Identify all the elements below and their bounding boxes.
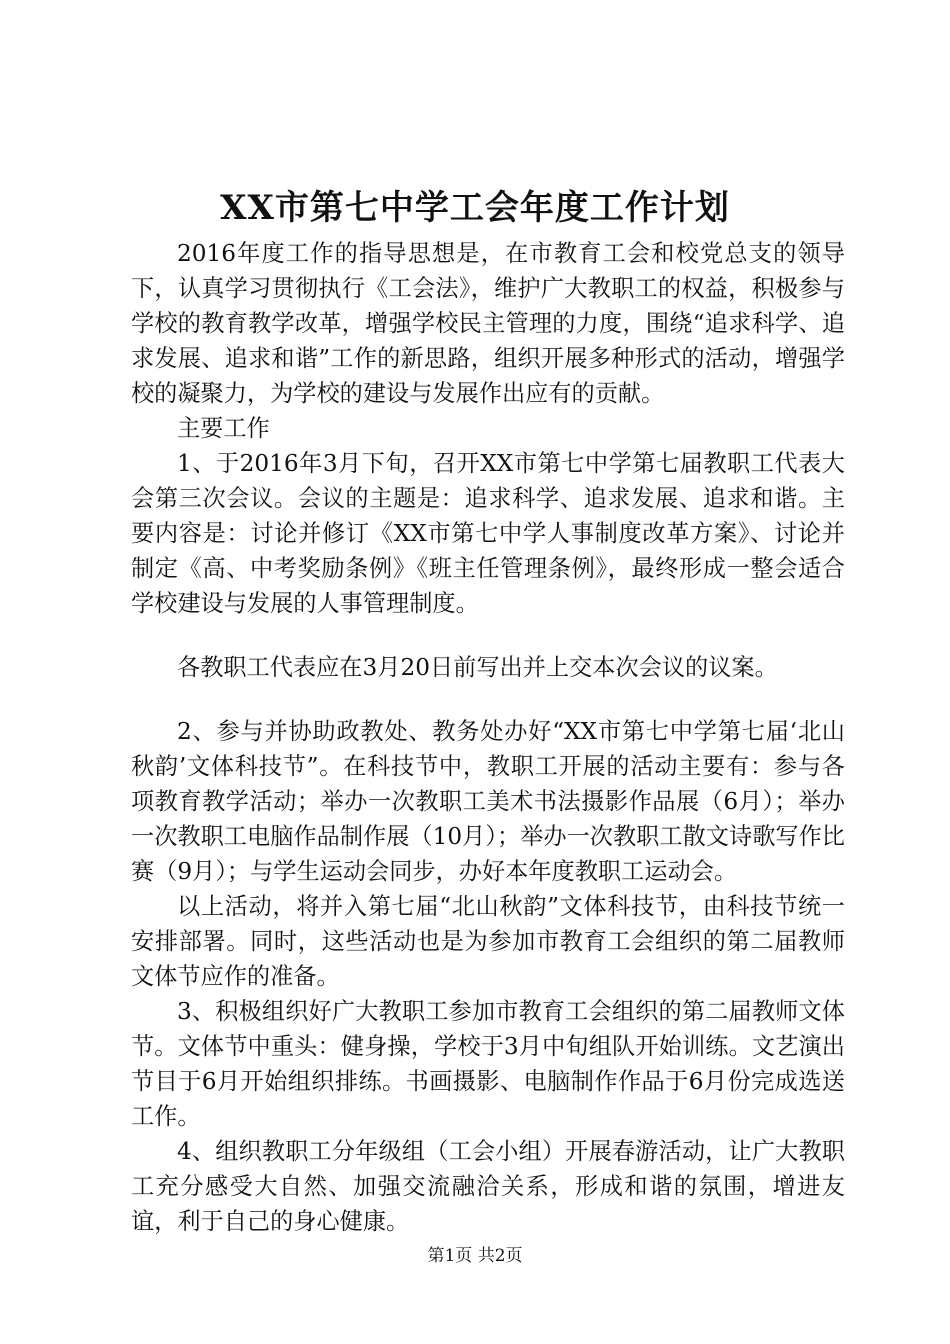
paragraph-item-4: 4、组织教职工分年级组（工会小组）开展春游活动，让广大教职工充分感受大自然、加强交流融洽关系，形成和谐的氛围，增进友谊，利于自己的身心健康。 bbox=[131, 1138, 845, 1235]
paragraph-item-3: 3、积极组织好广大教职工参加市教育工会组织的第二届教师文体节。文体节中重头：健身操，学校于3月中旬组队开始训练。文艺演出节目于6月开始组织排练。书画摄影、电脑制作作品于6月份完成选送工作。 bbox=[131, 998, 845, 1130]
paragraph-item-2: 2、参与并协助政教处、教务处办好“XX市第七中学第七届‘北山秋韵’文体科技节”。在科技节中，教职工开展的活动主要有：参与各项教育教学活动；举办一次教职工美术书法摄影作品展（6月）；举办一次教职工电脑作品制作展（10月）；举办一次教职工散文诗歌写作比赛（9月）；与学生运动会同步，办好本年度教职工运动会。 bbox=[131, 718, 845, 885]
section-heading-main-work: 主要工作 bbox=[177, 415, 270, 442]
document-body bbox=[131, 236, 845, 1239]
paragraph-guiding-thought: 2016年度工作的指导思想是，在市教育工会和校党总支的领导下，认真学习贯彻执行《工会法》，维护广大教职工的权益，积极参与学校的教育教学改革，增强学校民主管理的力度，围绕“追求科学、追求发展、追求和谐”工作的新思路，组织开展多种形式的活动，增强学校的凝聚力，为学校的建设与发展作出应有的贡献。 bbox=[131, 240, 845, 407]
page-indicator: 第1页 共2页 bbox=[427, 1246, 523, 1266]
paragraph-proposal-note: 各教职工代表应在3月20日前写出并上交本次会议的议案。 bbox=[177, 654, 778, 681]
paragraph-item-1: 1、于2016年3月下旬，召开XX市第七中学第七届教职工代表大会第三次会议。会议的主题是：追求科学、追求发展、追求和谐。主要内容是：讨论并修订《XX市第七中学人事制度改革方案》、讨论并制定《高、中考奖励条例》《班主任管理条例》，最终形成一整会适合学校建设与发展的人事管理制度。 bbox=[131, 450, 845, 617]
paragraph-activities-note: 以上活动，将并入第七届“北山秋韵”文体科技节，由科技节统一安排部署。同时，这些活动也是为参加市教育工会组织的第二届教师文体节应作的准备。 bbox=[131, 893, 845, 990]
document-title: XX市第七中学工会年度工作计划 bbox=[220, 188, 730, 228]
